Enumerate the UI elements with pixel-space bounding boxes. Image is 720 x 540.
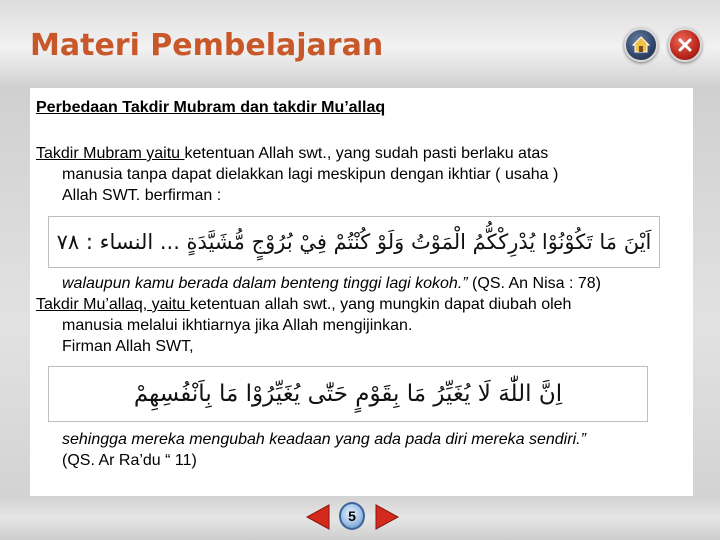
muallaq-term: Takdir Mu’allaq, yaitu (36, 296, 190, 313)
mubram-line-3: Allah SWT. berfirman : (62, 187, 222, 204)
previous-slide-button[interactable] (305, 503, 331, 531)
muallaq-translation: sehingga mereka mengubah keadaan yang ada pada diri mereka sendiri.” (62, 431, 586, 448)
home-icon (629, 33, 653, 57)
section-heading: Perbedaan Takdir Mubram dan takdir Mu’allaq (36, 99, 386, 116)
arrow-right-icon (374, 503, 400, 531)
mubram-definition: ketentuan Allah swt., yang sudah pasti berlaku atas (184, 145, 549, 162)
mubram-translation-ref: (QS. An Nisa : 78) (467, 275, 601, 292)
slide-title: Materi Pembelajaran (30, 28, 384, 63)
muallaq-line-1 (36, 295, 571, 315)
mubram-translation-text: walaupun kamu berada dalam benteng tinggi lagi kokoh.” (62, 275, 468, 292)
next-slide-button[interactable] (374, 503, 400, 531)
verse-text-ar-rad: اِنَّ اللّٰهَ لَا يُغَيِّرُ مَا بِقَوْمٍ حَتّٰى يُغَيِّرُوْا مَا بِاَنْفُسِهِمْ (133, 381, 563, 407)
mubram-line-1 (36, 144, 548, 164)
mubram-translation (62, 274, 601, 294)
muallaq-line-3: Firman Allah SWT, (62, 338, 194, 355)
header-bar (0, 0, 720, 86)
close-icon (675, 35, 695, 55)
muallaq-definition: ketentuan allah swt., yang mungkin dapat diubah oleh (189, 296, 572, 313)
page-number: 5 (339, 502, 365, 530)
mubram-term: Takdir Mubram yaitu (36, 145, 185, 162)
muallaq-translation-ref: (QS. Ar Ra’du “ 11) (62, 452, 197, 469)
muallaq-line-2: manusia melalui ikhtiarnya jika Allah mengijinkan. (62, 317, 413, 334)
home-button[interactable] (624, 28, 658, 62)
verse-image-ar-rad (48, 366, 648, 422)
content-panel (30, 88, 693, 496)
mubram-line-2: manusia tanpa dapat dielakkan lagi meskipun dengan ikhtiar ( usaha ) (62, 166, 559, 183)
arrow-left-icon (305, 503, 331, 531)
verse-image-an-nisa (48, 216, 660, 268)
close-button[interactable] (668, 28, 702, 62)
verse-text-an-nisa: اَيْنَ مَا تَكُوْنُوْا يُدْرِكْكُّمُ الْمَوْتُ وَلَوْ كُنْتُمْ فِيْ بُرُوْجٍ مُّشَيَّدَةٍ ... النساء : ٧٨ (56, 230, 652, 254)
